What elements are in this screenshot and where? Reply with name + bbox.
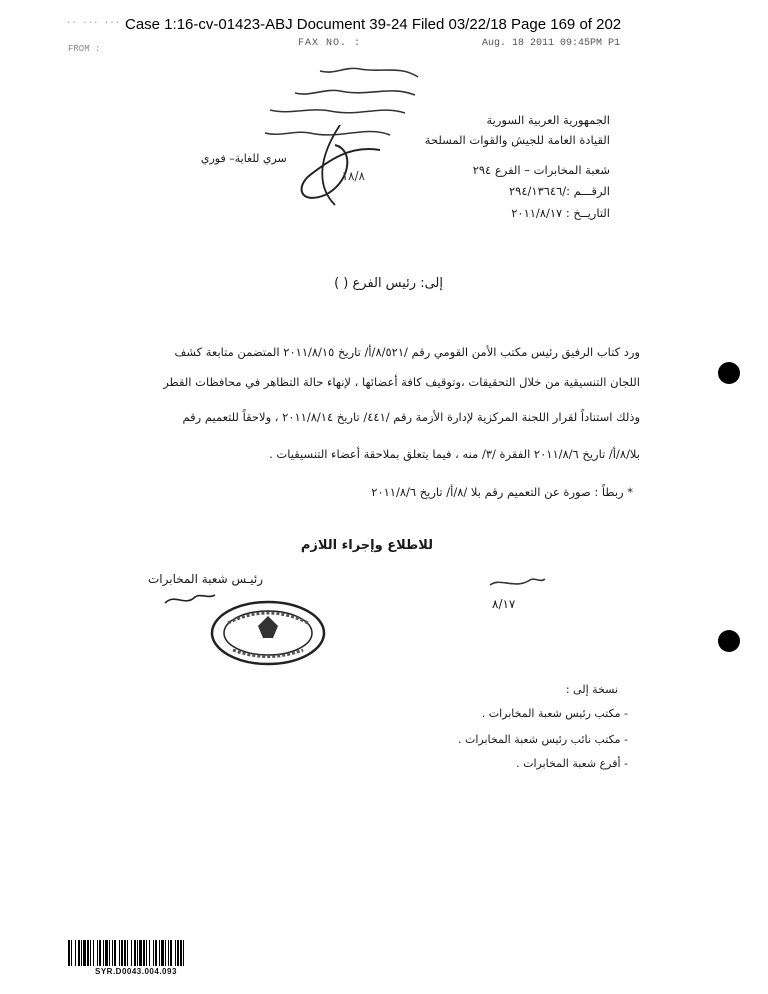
barcode-bar	[93, 940, 94, 966]
barcode-bar	[159, 940, 160, 966]
barcode-bar	[161, 940, 164, 966]
barcode-bar	[75, 940, 76, 966]
barcode-bar	[143, 940, 145, 966]
body-line-3: وذلك استناداً لقرار اللجنة المركزية لإدارة الأزمة رقم /٤٤١/ تاريخ ٢٠١١/٨/١٤ ، ولاحقاً للتعميم رقم	[182, 410, 640, 424]
barcode-bar	[175, 940, 176, 966]
handwritten-annotation	[240, 55, 440, 215]
org-command: القيادة العامة للجيش والقوات المسلحة	[424, 133, 610, 147]
barcode-bar	[127, 940, 128, 966]
cc-item-1: - مكتب رئيس شعبة المخابرات .	[481, 707, 628, 720]
barcode-bar	[177, 940, 179, 966]
barcode-bar	[83, 940, 86, 966]
barcode-bar	[81, 940, 82, 966]
barcode-bar	[168, 940, 169, 966]
fax-header-faint: ·· ··· ···	[66, 18, 121, 28]
barcode-bar	[137, 940, 138, 966]
barcode-bar	[99, 940, 101, 966]
barcode-bar	[153, 940, 154, 966]
org-branch: شعبة المخابرات – الفرع ٢٩٤	[472, 163, 610, 177]
document-date: التاريــخ : ٢٠١١/٨/١٧	[511, 206, 610, 220]
barcode-bar	[97, 940, 98, 966]
barcode-bar	[124, 940, 126, 966]
barcode-bar	[78, 940, 80, 966]
barcode-bar	[68, 940, 70, 966]
signer-title: رئيـس شعبة المخابرات	[148, 572, 264, 586]
classification-label: سري للغاية– فوري	[200, 152, 287, 165]
barcode-bar	[155, 940, 157, 966]
fax-timestamp: Aug. 18 2011 09:45PM P1	[482, 38, 621, 49]
cc-item-3: - أفرع شعبة المخابرات .	[516, 757, 628, 770]
barcode-bar	[131, 940, 132, 966]
barcode-bar	[71, 940, 72, 966]
reference-number: الرقـــم :/٢٩٤/١٣٦٤٦	[508, 184, 610, 198]
body-line-2: اللجان التنسيقية من خلال التحقيقات ،وتوقيف كافة أعضائها ، لإنهاء حالة التظاهر في محافظات القطر	[163, 375, 640, 389]
recipient-line: إلى: رئيس الفرع ( )	[334, 276, 443, 291]
fax-from-label: FROM :	[68, 44, 101, 54]
barcode-bar	[134, 940, 136, 966]
barcode-bar	[114, 940, 116, 966]
barcode-bar	[87, 940, 89, 966]
closing-line: للاطلاع وإجراء اللازم	[300, 538, 433, 553]
org-country: الجمهورية العربية السورية	[486, 113, 610, 127]
barcode-bar	[170, 940, 172, 966]
signer-date: ٨/١٧	[492, 597, 516, 611]
official-stamp	[208, 598, 328, 668]
barcode-number: SYR.D0043.004.093	[95, 967, 177, 976]
body-line-1: ورد كتاب الرفيق رئيس مكتب الأمن القومي رقم /٨/٥٢١/أ/ تاريخ ٢٠١١/٨/١٥ المتضمن متابعة كشف	[174, 345, 640, 359]
barcode-bar	[139, 940, 142, 966]
barcode-bar	[90, 940, 91, 966]
case-header: Case 1:16-cv-01423-ABJ Document 39-24 Filed 03/22/18 Page 169 of 202	[125, 16, 622, 33]
barcode	[68, 940, 188, 966]
barcode-bar	[103, 940, 104, 966]
attachment-line: * ربطاً : صورة عن التعميم رقم بلا /٨/أ/ تاريخ ٢٠١١/٨/٦	[371, 485, 633, 499]
barcode-bar	[109, 940, 110, 966]
handwritten-side-note: ١٨/٨	[341, 169, 365, 183]
barcode-bar	[149, 940, 150, 966]
barcode-bar	[112, 940, 113, 966]
punch-hole-top	[718, 362, 740, 384]
fax-number-label: FAX NO. :	[298, 38, 362, 49]
cc-title: نسخة إلى :	[565, 683, 618, 696]
barcode-bar	[119, 940, 120, 966]
barcode-bar	[183, 940, 184, 966]
punch-hole-bottom	[718, 630, 740, 652]
barcode-bar	[105, 940, 108, 966]
barcode-bar	[165, 940, 166, 966]
cc-item-2: - مكتب نائب رئيس شعبة المخابرات .	[457, 733, 628, 746]
barcode-bar	[121, 940, 123, 966]
body-line-4: بلا/٨/أ/ تاريخ ٢٠١١/٨/٦ الفقرة /٣/ منه ، فيما يتعلق بملاحقة أعضاء التنسيقيات .	[269, 447, 640, 461]
barcode-bar	[180, 940, 182, 966]
barcode-bar	[146, 940, 147, 966]
